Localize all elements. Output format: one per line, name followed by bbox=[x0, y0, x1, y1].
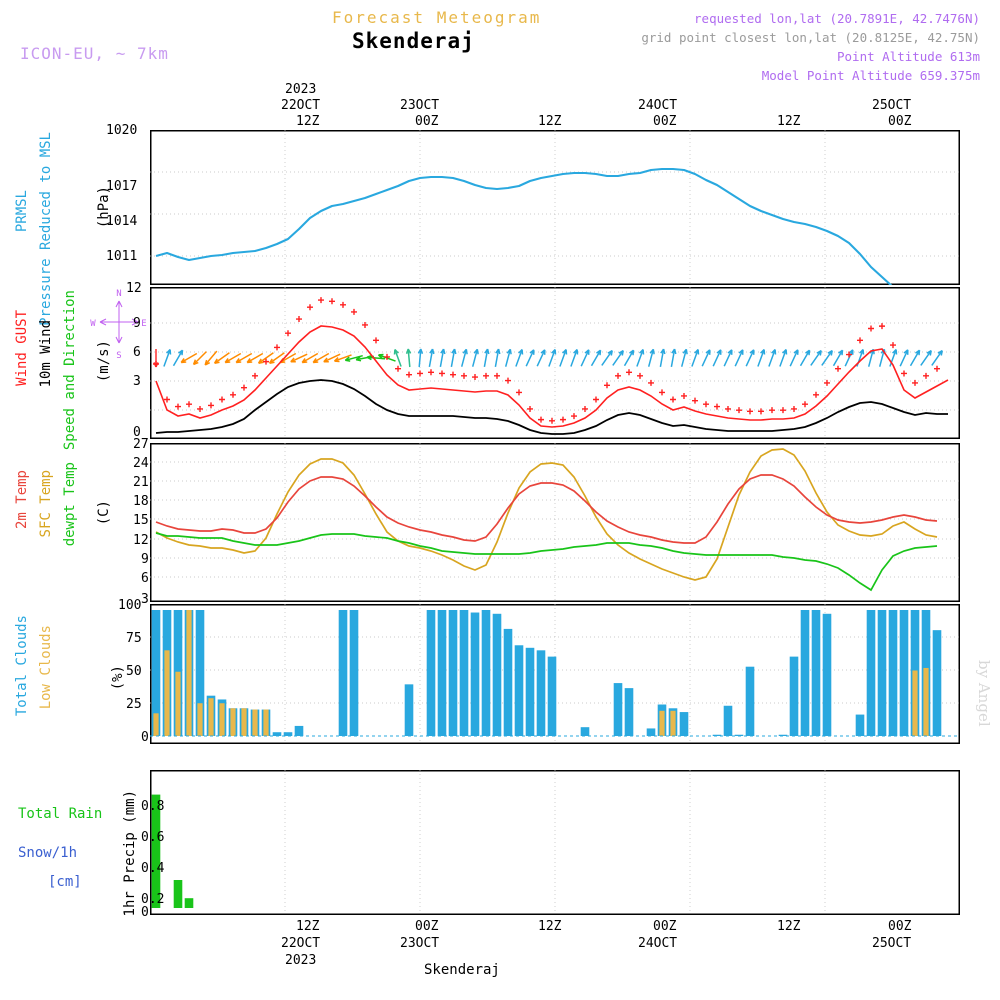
pressure-ytick-1014: 1014 bbox=[106, 214, 138, 229]
wind-ytick-9: 9 bbox=[133, 316, 141, 331]
wind-unit-label: (m/s) bbox=[96, 340, 112, 383]
pressure-ytick-1011: 1011 bbox=[106, 249, 138, 264]
prmsl-unit-label: (hPa) bbox=[96, 186, 112, 229]
svg-text:S: S bbox=[116, 351, 122, 361]
clouds-panel bbox=[150, 604, 960, 744]
closest-gridpoint-coords: grid point closest lon,lat (20.8125E, 42.75N) bbox=[641, 30, 980, 45]
top-axis-hour-3: 00Z bbox=[653, 114, 677, 129]
top-axis-day-3: 24OCT bbox=[638, 98, 678, 113]
precip-ytick-0.8: 0.8 bbox=[141, 799, 165, 814]
temp-ytick-12: 12 bbox=[133, 533, 149, 548]
top-axis-year: 2023 bbox=[285, 82, 317, 97]
page-title: Skenderaj bbox=[352, 29, 475, 53]
temp-sfc-side-label: SFC Temp bbox=[38, 470, 54, 538]
temperature-panel bbox=[150, 443, 960, 602]
top-axis-hour-4: 12Z bbox=[777, 114, 801, 129]
snow-side-label: Snow/1h bbox=[18, 845, 78, 861]
top-axis-day-1: 23OCT bbox=[400, 98, 440, 113]
top-axis-hour-5: 00Z bbox=[888, 114, 912, 129]
clouds-ytick-0: 0 bbox=[141, 730, 149, 745]
bottom-axis-day-3: 24OCT bbox=[638, 936, 678, 951]
temp-unit-label: (C) bbox=[96, 500, 112, 526]
forecast-meteogram-label: Forecast Meteogram bbox=[332, 8, 542, 27]
bottom-axis-hour-4: 12Z bbox=[777, 919, 801, 934]
clouds-ytick-50: 50 bbox=[126, 664, 142, 679]
top-axis-hour-1: 00Z bbox=[415, 114, 439, 129]
watermark: by Angel bbox=[975, 660, 993, 727]
wind-gust-side-label: Wind GUST bbox=[14, 310, 30, 386]
precip-panel bbox=[150, 770, 960, 915]
bottom-axis-day-0: 22OCT bbox=[281, 936, 321, 951]
pressure-panel bbox=[150, 130, 960, 285]
precip-ytick-0.2: 0.2 bbox=[141, 892, 165, 907]
clouds-ytick-100: 100 bbox=[118, 598, 142, 613]
wind-dir-side-label: Speed and Direction bbox=[62, 290, 78, 451]
temp-dewpt-side-label: dewpt Temp bbox=[62, 462, 78, 547]
snow-unit-side-label: [cm] bbox=[48, 874, 82, 890]
bottom-axis-day-1: 23OCT bbox=[400, 936, 440, 951]
temp-ytick-15: 15 bbox=[133, 513, 149, 528]
bottom-axis-hour-3: 00Z bbox=[653, 919, 677, 934]
clouds-ytick-25: 25 bbox=[126, 697, 142, 712]
clouds-ytick-75: 75 bbox=[126, 631, 142, 646]
wind-ytick-3: 3 bbox=[133, 374, 141, 389]
wind-10m-side-label: 10m Wind bbox=[38, 320, 54, 388]
svg-text:W: W bbox=[90, 319, 96, 329]
clouds-unit-label: (%) bbox=[110, 665, 126, 691]
bottom-axis-day-5: 25OCT bbox=[872, 936, 912, 951]
wind-panel bbox=[150, 287, 960, 439]
wind-ytick-12: 12 bbox=[126, 281, 142, 296]
requested-coords: requested lon,lat (20.7891E, 42.7476N) bbox=[694, 11, 980, 26]
precip-unit-label: 1hr Precip (mm) bbox=[122, 790, 138, 917]
low-clouds-side-label: Low Clouds bbox=[38, 625, 54, 710]
bottom-axis-hour-0: 12Z bbox=[296, 919, 320, 934]
bottom-axis-hour-5: 00Z bbox=[888, 919, 912, 934]
precip-ytick-0.6: 0.6 bbox=[141, 830, 165, 845]
top-axis-day-5: 25OCT bbox=[872, 98, 912, 113]
total-clouds-side-label: Total Clouds bbox=[14, 615, 30, 717]
prmsl-side-label-2: Pressure Reduced to MSL bbox=[38, 132, 54, 326]
temp-2m-side-label: 2m Temp bbox=[14, 470, 30, 530]
bottom-axis-station: Skenderaj bbox=[424, 962, 500, 978]
top-axis-hour-0: 12Z bbox=[296, 114, 320, 129]
temp-ytick-6: 6 bbox=[141, 571, 149, 586]
bottom-axis-year: 2023 bbox=[285, 953, 317, 968]
wind-ytick-6: 6 bbox=[133, 345, 141, 360]
bottom-axis-hour-1: 00Z bbox=[415, 919, 439, 934]
point-altitude: Point Altitude 613m bbox=[837, 49, 980, 64]
bottom-axis-hour-2: 12Z bbox=[538, 919, 562, 934]
top-axis-hour-2: 12Z bbox=[538, 114, 562, 129]
temp-ytick-3: 3 bbox=[141, 592, 149, 607]
model-point-altitude: Model Point Altitude 659.375m bbox=[761, 68, 980, 83]
svg-text:N: N bbox=[116, 289, 122, 299]
temp-ytick-9: 9 bbox=[141, 552, 149, 567]
precip-ytick-0.4: 0.4 bbox=[141, 861, 165, 876]
total-rain-side-label: Total Rain bbox=[18, 806, 103, 822]
temp-ytick-21: 21 bbox=[133, 475, 149, 490]
prmsl-side-label-1: PRMSL bbox=[14, 190, 30, 233]
precip-ytick-0: 0 bbox=[141, 905, 149, 920]
pressure-ytick-1017: 1017 bbox=[106, 179, 138, 194]
top-axis-day-0: 22OCT bbox=[281, 98, 321, 113]
temp-ytick-27: 27 bbox=[133, 437, 149, 452]
temp-ytick-24: 24 bbox=[133, 456, 149, 471]
pressure-ytick-1020: 1020 bbox=[106, 123, 138, 138]
svg-text:E: E bbox=[141, 319, 147, 329]
wind-ytick-0: 0 bbox=[133, 425, 141, 440]
model-label: ICON-EU, ~ 7km bbox=[20, 44, 169, 63]
temp-ytick-18: 18 bbox=[133, 494, 149, 509]
